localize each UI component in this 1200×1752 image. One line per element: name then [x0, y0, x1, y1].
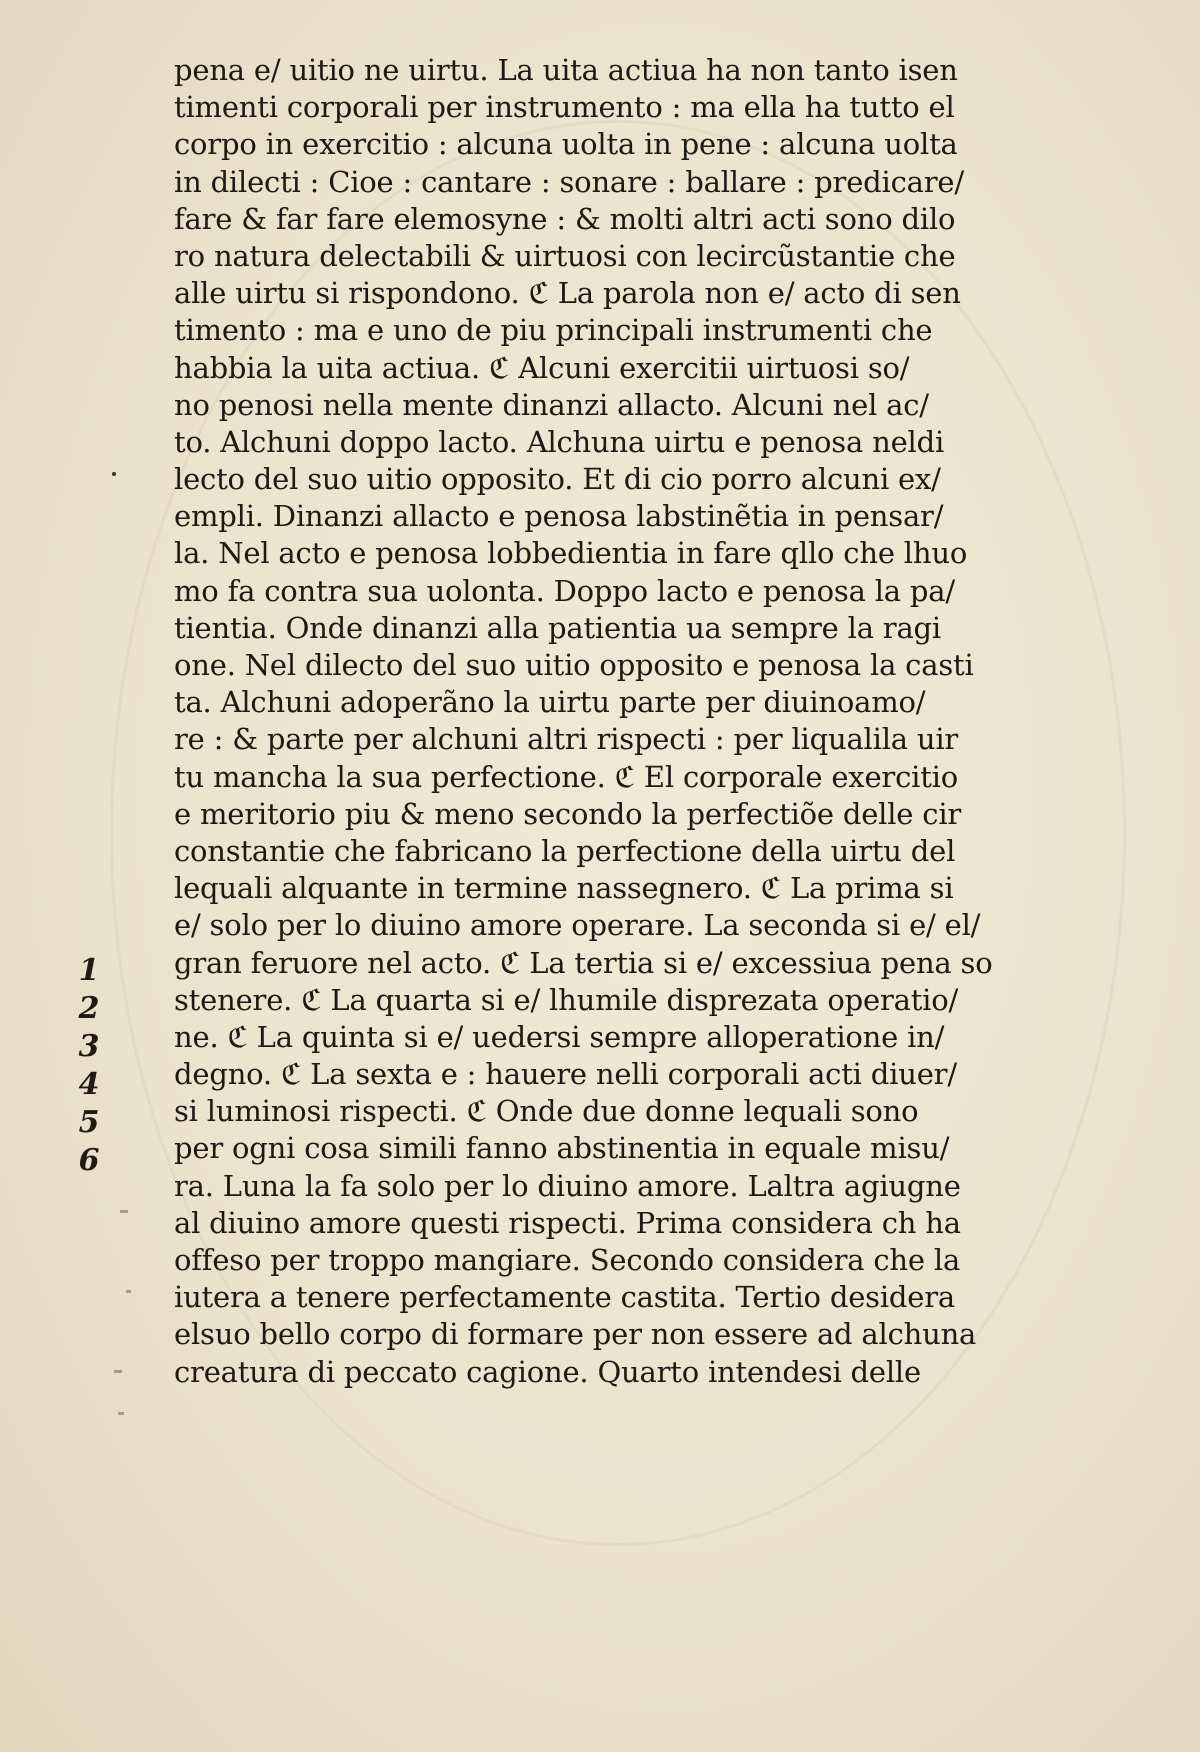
text-line: in dilecti : Cioe : cantare : sonare : ballare : predicare/ — [174, 164, 964, 199]
text-line: ne. ℭ La quinta si e/ uedersi sempre alloperatione in/ — [174, 1019, 945, 1054]
margin-number: 3 — [78, 1029, 100, 1064]
text-line: to. Alchuni doppo lacto. Alchuna uirtu e penosa neldi — [174, 424, 945, 459]
margin-number: 2 — [78, 991, 100, 1026]
text-line: one. Nel dilecto del suo uitio opposito e penosa la casti — [174, 648, 974, 682]
text-line: timento : ma e uno de piu principali instrumenti che — [174, 313, 933, 348]
text-line: lecto del suo uitio opposito. Et di cio porro alcuni ex/ — [174, 462, 941, 497]
text-line: timenti corporali per instrumento : ma ella ha tutto el — [174, 90, 955, 125]
text-line: degno. ℭ La sexta e : hauere nelli corporali acti diuer/ — [174, 1057, 957, 1092]
text-line: constantie che fabricano la perfectione della uirtu del — [174, 833, 956, 868]
paper-speck — [120, 1210, 128, 1213]
paper-speck — [126, 1290, 131, 1293]
text-line: creatura di peccato cagione. Quarto intendesi delle — [174, 1354, 921, 1389]
text-line: re : & parte per alchuni altri rispecti : per liqualila uir — [174, 722, 959, 757]
text-line: ro natura delectabili & uirtuosi con lecircũstantie che — [174, 238, 956, 273]
text-line: la. Nel acto e penosa lobbedientia in fare qllo che lhuo — [174, 536, 968, 571]
text-line: per ogni cosa simili fanno abstinentia in equale misu/ — [174, 1131, 950, 1166]
page-text-block — [174, 52, 1054, 1391]
text-line: alle uirtu si rispondono. ℭ La parola non e/ acto di sen — [174, 276, 961, 311]
text-line: habbia la uita actiua. ℭ Alcuni exercitii uirtuosi so/ — [174, 350, 910, 385]
text-line: no penosi nella mente dinanzi allacto. Alcuni nel ac/ — [174, 387, 929, 422]
margin-numbers — [64, 952, 114, 1180]
text-line: offeso per troppo mangiare. Secondo considera che la — [174, 1243, 961, 1277]
text-line: al diuino amore questi rispecti. Prima considera ch ha — [174, 1205, 961, 1240]
text-line: ta. Alchuni adoperãno la uirtu parte per diuinoamo/ — [174, 685, 926, 720]
margin-number: 5 — [78, 1105, 100, 1140]
paper-speck — [118, 1412, 124, 1415]
text-line: iutera a tenere perfectamente castita. Tertio desidera — [174, 1280, 955, 1315]
margin-dot — [112, 472, 116, 476]
text-line: empli. Dinanzi allacto e penosa labstinẽtia in pensar/ — [174, 499, 944, 534]
text-line: si luminosi rispecti. ℭ Onde due donne lequali sono — [174, 1094, 919, 1129]
text-line: pena e/ uitio ne uirtu. La uita actiua ha non tanto isen — [174, 53, 958, 87]
text-line: gran feruore nel acto. ℭ La tertia si e/ excessiua pena so — [174, 945, 993, 980]
text-line: ra. Luna la fa solo per lo diuino amore. Laltra agiugne — [174, 1168, 961, 1203]
text-line: fare & far fare elemosyne : & molti altri acti sono dilo — [174, 201, 956, 236]
text-line: tu mancha la sua perfectione. ℭ El corporale exercitio — [174, 759, 958, 794]
text-line: e meritorio piu & meno secondo la perfectiõe delle cir — [174, 796, 962, 831]
text-line: tientia. Onde dinanzi alla patientia ua sempre la ragi — [174, 610, 941, 645]
margin-number: 1 — [78, 953, 100, 988]
margin-number: 4 — [78, 1067, 100, 1102]
text-line: lequali alquante in termine nassegnero. ℭ La prima si — [174, 871, 954, 906]
paper-speck — [114, 1370, 122, 1373]
text-line: elsuo bello corpo di formare per non essere ad alchuna — [174, 1317, 977, 1352]
text-line: corpo in exercitio : alcuna uolta in pene : alcuna uolta — [174, 127, 958, 162]
margin-number: 6 — [78, 1143, 100, 1178]
text-line: mo fa contra sua uolonta. Doppo lacto e penosa la pa/ — [174, 573, 955, 608]
text-line: stenere. ℭ La quarta si e/ lhumile disprezata operatio/ — [174, 982, 959, 1017]
text-line: e/ solo per lo diuino amore operare. La seconda si e/ el/ — [174, 908, 981, 943]
